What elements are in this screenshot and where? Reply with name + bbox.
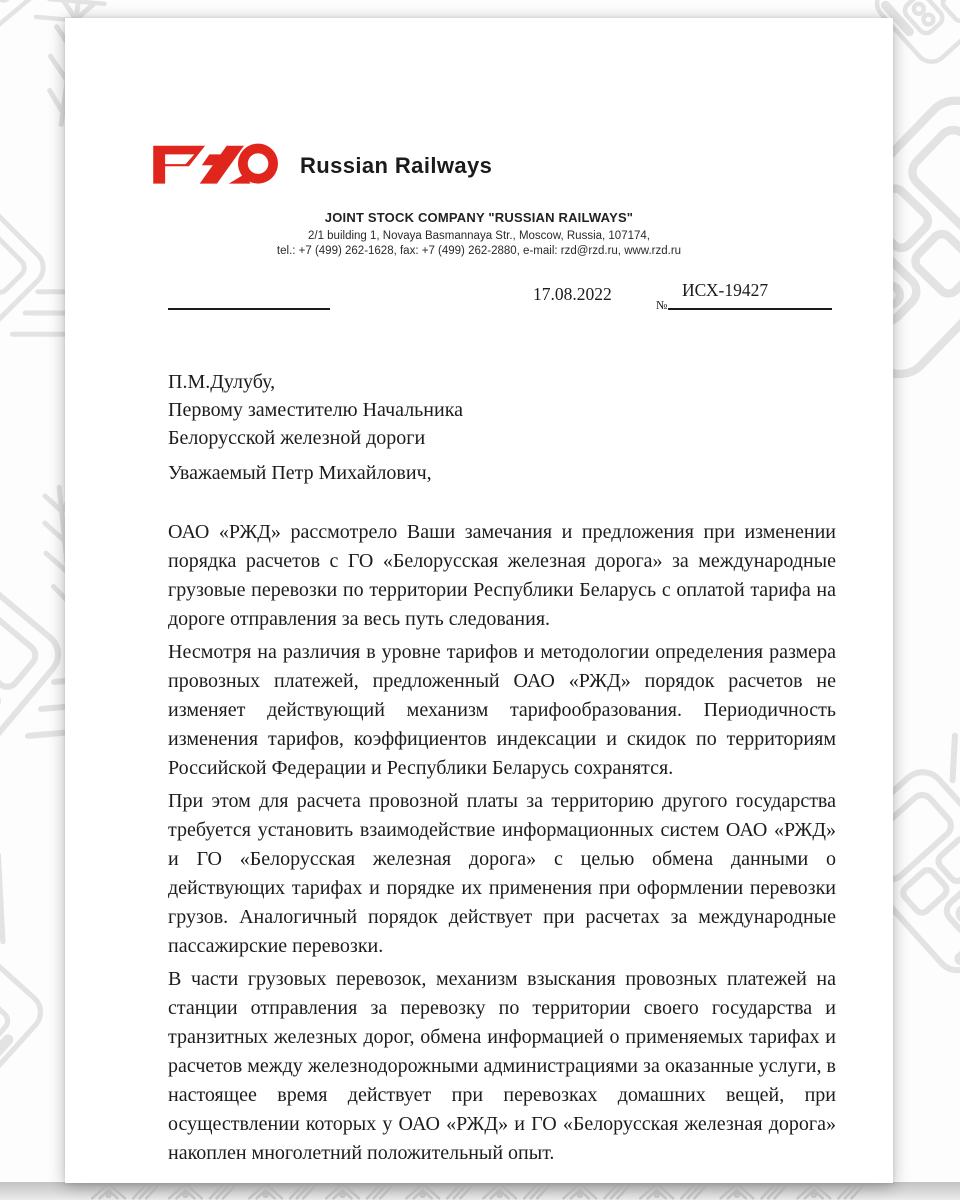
paragraph: В части грузовых перевозок, механизм взыскания провозных платежей на станции отправления за перевозку по территории своего государства и транзитных железных дорог, обмена информацией о применяемых тарифах и расчетов между железнодорожными администрациями за оказанные услуги, в настоящее время действует при перевозках домашних вещей, при осуществлении которых у ОАО «РЖД» и ГО «Белорусская железная дорога» накоплен многолетний положительный опыт. (168, 968, 836, 1164)
rzd-logo-icon (150, 130, 285, 188)
salutation: Уважаемый Петр Михайлович, (168, 462, 432, 484)
logo-wordmark: Russian Railways (300, 153, 493, 178)
outgoing-number-line (668, 280, 832, 310)
contacts-line: tel.: +7 (499) 262-1628, fax: +7 (499) 262-2880, e-mail: rzd@rzd.ru, www.rzd.ru (276, 244, 682, 257)
chevron-strip (0, 1182, 960, 1200)
letter-body (168, 518, 836, 1172)
letter-page (65, 18, 893, 1183)
company-name-line: JOINT STOCK COMPANY "RUSSIAN RAILWAYS" (324, 210, 634, 225)
recipient-block (168, 368, 463, 452)
letter-date: 17.08.2022 (533, 284, 612, 304)
letterhead-logo-row (150, 130, 492, 188)
address-line: 2/1 building 1, Novaya Basmannaya Str., Moscow, Russia, 107174, (307, 230, 650, 242)
paragraph: ОАО «РЖД» рассмотрело Ваши замечания и предложения при изменении порядка расчетов с ГО «Белорусская железная дорога» за международные грузовые перевозки по территории Республики Беларусь с оплатой тарифа на дороге отправления за весь путь следования. (168, 521, 836, 630)
reference-blank-line (168, 290, 330, 310)
recipient-position-line1: Первому заместителю Начальника (168, 399, 463, 421)
outgoing-number: ИСХ-19427 (682, 280, 769, 300)
number-sign: № (656, 298, 668, 312)
recipient-position-line2: Белорусской железной дороги (168, 427, 426, 449)
recipient-name: П.М.Дулубу, (168, 371, 276, 393)
paragraph: При этом для расчета провозной платы за территорию другого государства требуется установить взаимодействие информационных систем ОАО «РЖД» и ГО «Белорусская железная дорога» с целью обмена данными о действующих тарифах и порядке их применения при оформлении перевозки грузов. Аналогичный порядок действует при расчетах за международные пассажирские перевозки. (168, 790, 836, 957)
paragraph: Несмотря на различия в уровне тарифов и методологии определения размера провозных платежей, предложенный ОАО «РЖД» порядок расчетов не изменяет действующий механизм тарифообразования. Периодичность изменения тарифов, коэффициентов индексации и скидок по территориям Российской Федерации и Республики Беларусь сохранятся. (168, 641, 836, 779)
letterhead-block (65, 210, 893, 258)
